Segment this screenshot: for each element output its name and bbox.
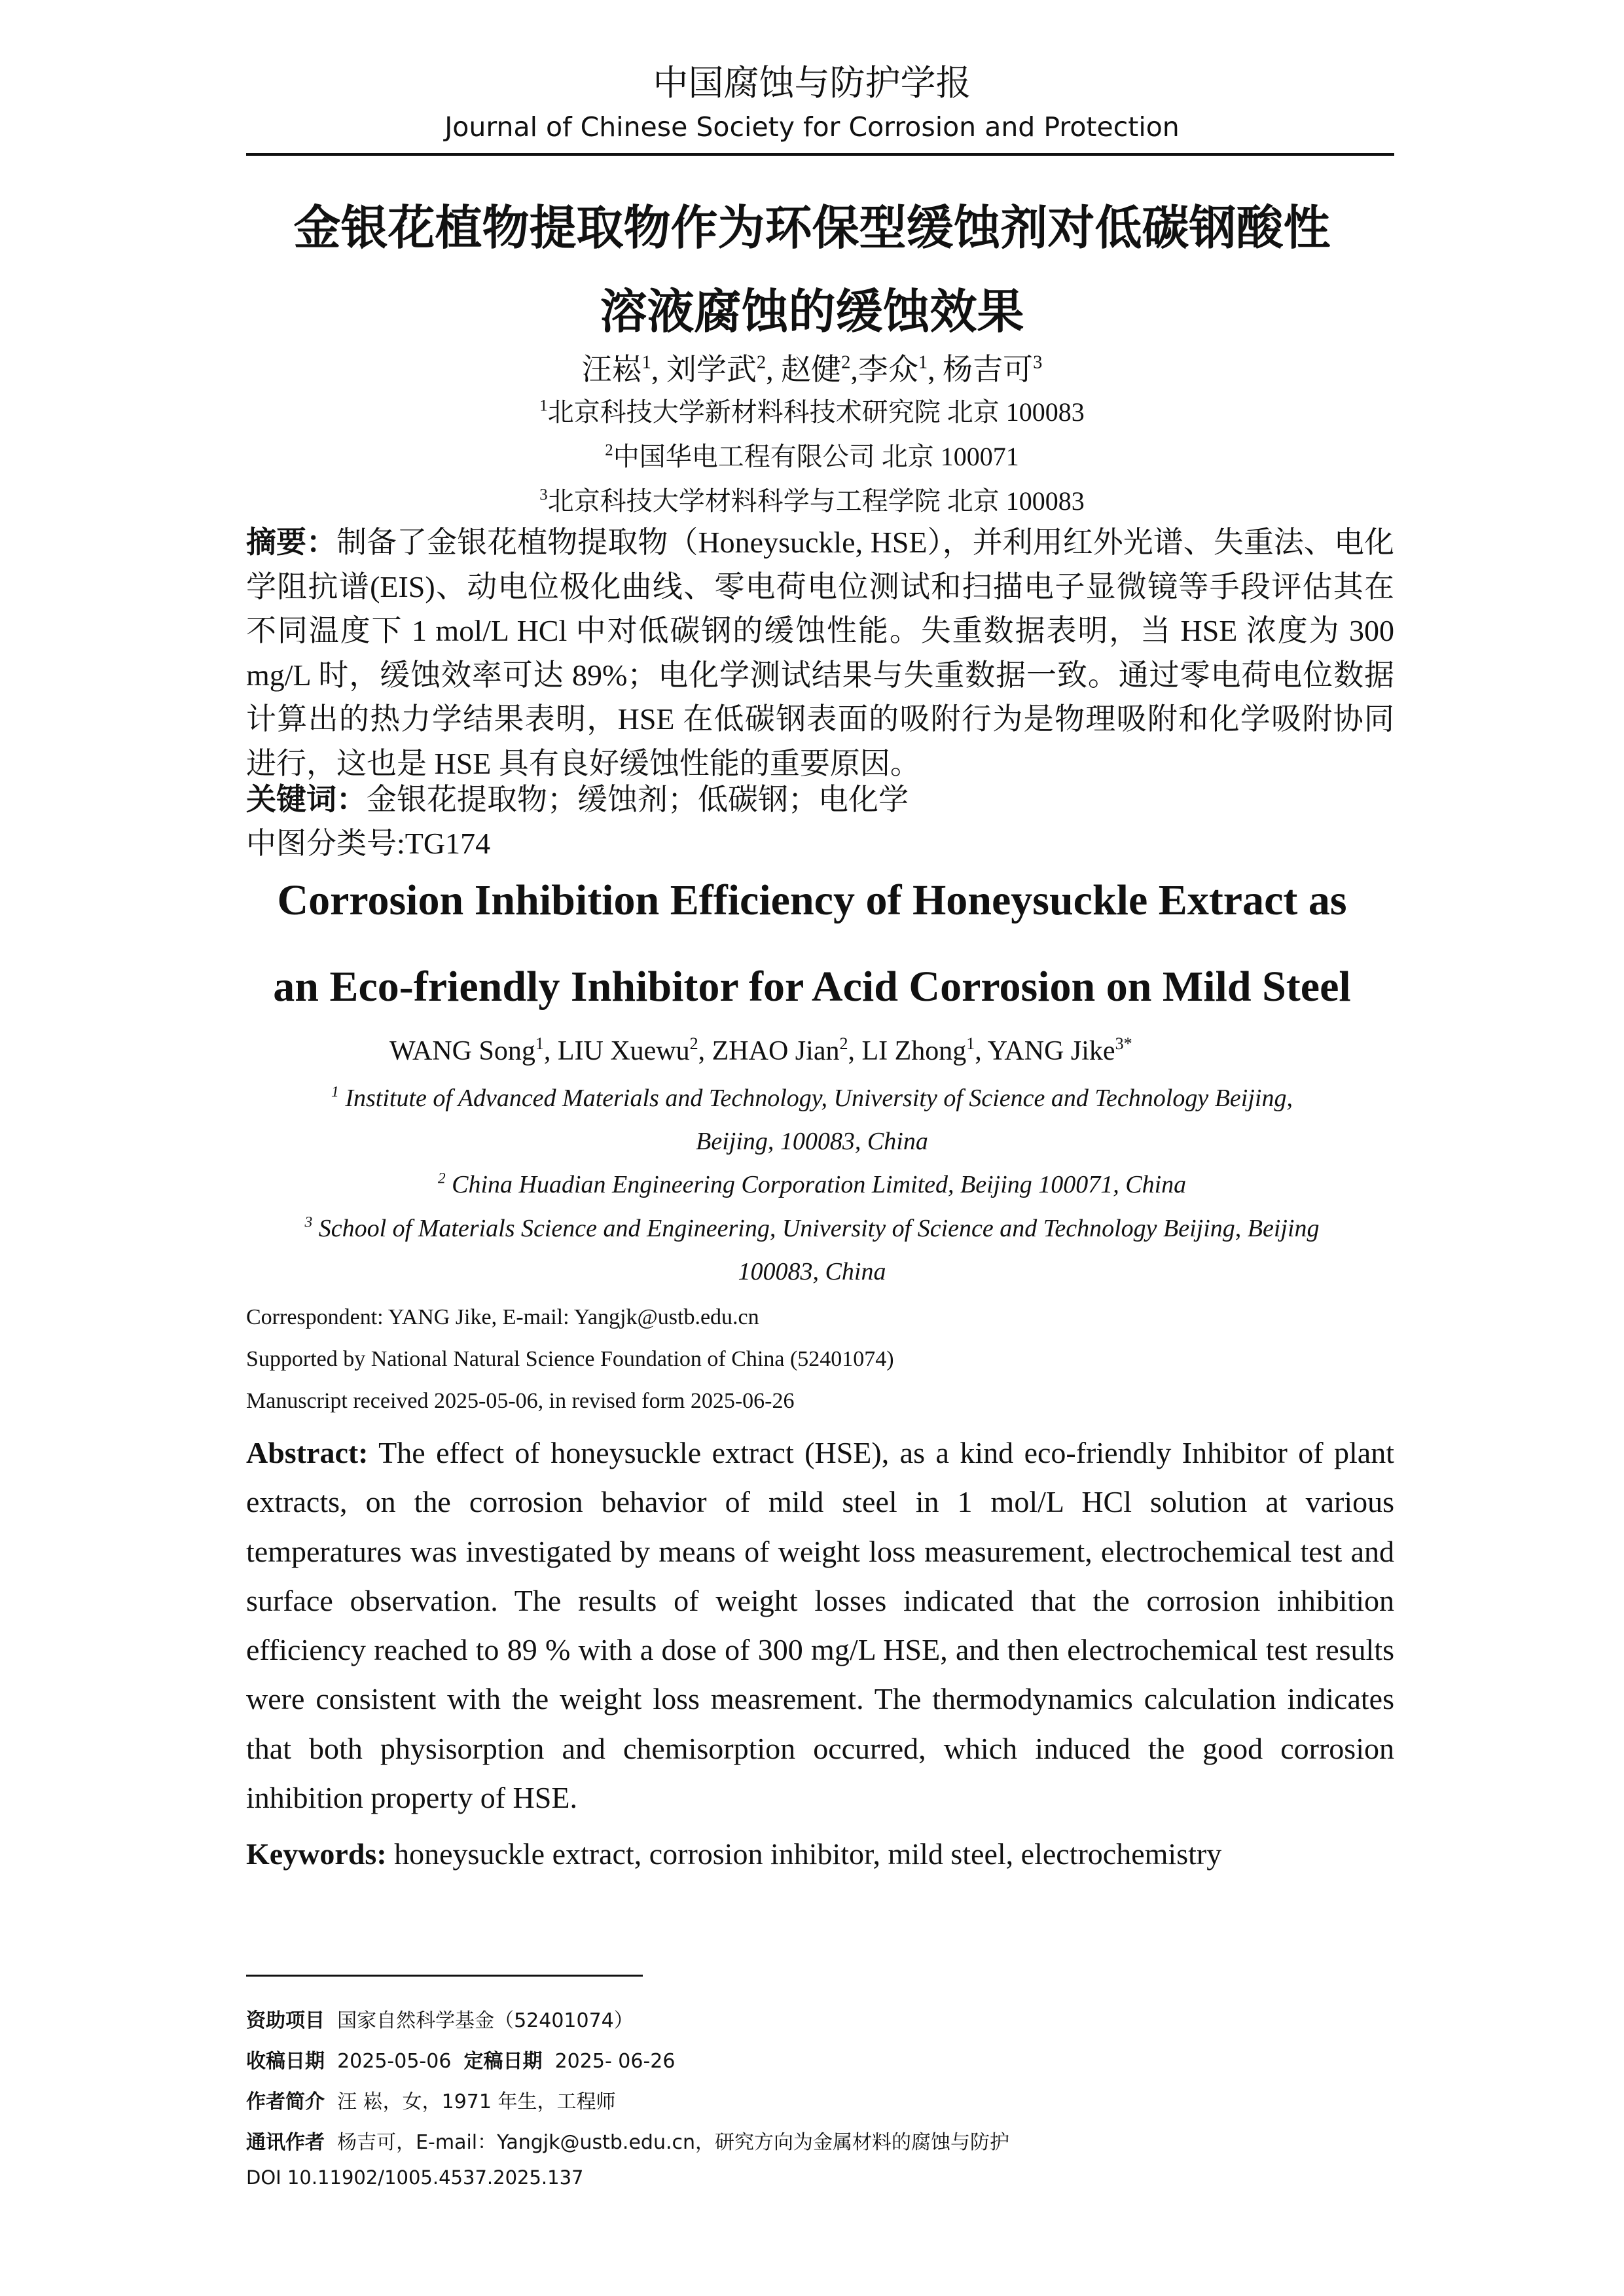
author-separator: , [651,353,666,386]
author-name: 汪崧 [581,353,642,386]
author-name: 赵健 [781,353,842,386]
footnote-label: 作者简介 [246,2090,325,2113]
footnote-corresponding [246,2126,1009,2155]
manuscript-dates-line: Manuscript received 2025-05-06, in revised form 2025-06-26 [246,1389,795,1413]
classification-number: 中图分类号:TG174 [246,827,491,860]
author-name: LI Zhong [861,1036,967,1066]
author-affiliation-mark: 2 [689,1033,698,1053]
affiliation-mark: 2 [605,441,613,459]
affiliation-en-continued: 100083, China [738,1258,886,1285]
author-affiliation-mark: 2 [756,352,767,373]
author-name: 李众 [857,353,918,386]
footnote-rule [246,1975,643,1977]
affiliation-en [0,1214,1624,1243]
footnote-label: 通讯作者 [246,2131,325,2154]
keywords-cn-text: 金银花提取物；缓蚀剂；低碳钢；电化学 [367,783,909,816]
author-affiliation-mark: 2 [839,1033,848,1053]
affiliation-text: Institute of Advanced Materials and Technology, University of Science and Technology Beijing, [345,1085,1293,1112]
title-en-line-2: an Eco-friendly Inhibitor for Acid Corrosion on Mild Steel [273,963,1351,1011]
footnote-label: 资助项目 [246,2009,325,2032]
author-affiliation-mark: 2 [841,352,851,373]
footnote-text: 2025-05-06 [337,2050,452,2073]
affiliation-mark: 1 [331,1083,339,1101]
abstract-en [246,1428,1394,1822]
footnote-text: 国家自然科学基金（52401074） [337,2009,634,2032]
author-affiliation-mark: 3 [1033,352,1043,373]
journal-name-cn: 中国腐蚀与防护学报 [653,62,971,103]
author-name: 刘学武 [666,353,757,386]
journal-name-en: Journal of Chinese Society for Corrosion and Protection [444,111,1180,143]
author-affiliation-mark: 1 [535,1033,544,1053]
keywords-en-label: Keywords: [246,1837,387,1871]
abstract-cn-label: 摘要： [246,526,337,559]
abstract-cn [246,520,1394,785]
keywords-cn-label: 关键词： [246,783,367,816]
author-name: YANG Jike [987,1036,1115,1066]
author-affiliation-mark: 1 [966,1033,975,1053]
title-cn-line-2: 溶液腐蚀的缓蚀效果 [600,284,1024,339]
affiliation-cn [0,480,1624,518]
footnote-dates [246,2045,675,2073]
author-name: 杨吉可 [943,353,1034,386]
keywords-cn [246,778,1394,822]
funding-line: Supported by National Natural Science Foundation of China (52401074) [246,1347,894,1371]
author-affiliation-mark: 1 [918,352,928,373]
affiliation-text: China Huadian Engineering Corporation Limited, Beijing 100071, China [452,1171,1187,1198]
author-separator: , [848,1036,862,1066]
author-affiliation-mark: 1 [641,352,651,373]
affiliation-text: School of Materials Science and Engineering, University of Science and Technology Beijing, Beijing [318,1215,1320,1242]
footnote-funding [246,2004,634,2033]
title-en-line-1: Corrosion Inhibition Efficiency of Honeysuckle Extract as [277,876,1347,924]
affiliation-mark: 3 [539,486,548,504]
keywords-en-text: honeysuckle extract, corrosion inhibitor, mild steel, electrochemistry [394,1837,1222,1871]
title-cn-line-1: 金银花植物提取物作为环保型缓蚀剂对低碳钢酸性 [293,200,1331,255]
author-name: LIU Xuewu [557,1036,690,1066]
footnote-label: 定稿日期 [463,2050,543,2073]
author-separator: , [543,1036,558,1066]
affiliation-text: 北京科技大学新材料科技术研究院 北京 100083 [547,397,1085,427]
affiliation-cn [0,436,1624,473]
author-separator: , [850,353,858,386]
footnote-text: 杨吉可，E-mail：Yangjk@ustb.edu.cn，研究方向为金属材料的腐蚀与防护 [337,2131,1010,2154]
author-list-en [389,1035,1132,1067]
affiliation-en [0,1170,1624,1199]
author-list-cn [0,346,1624,389]
affiliation-mark: 3 [304,1213,313,1231]
author-separator: , [766,353,782,386]
affiliation-cn [0,391,1624,429]
affiliation-en [0,1084,1624,1113]
footnote-text: 汪 崧，女，1971 年生，工程师 [337,2090,616,2113]
abstract-en-text: The effect of honeysuckle extract (HSE), as a kind eco-friendly Inhibitor of plant extracts, on the corrosion behavior of mild steel in 1 mol/L HCl solution at various temperatures was investigated by means of weight loss measurement, electrochemical test and surface observation. The results of weight losses indicated that the corrosion inhibition efficiency reached to 89 % with a dose of 300 mg/L HSE, and then electrochemical test results were consistent with the weight loss measrement. The thermodynamics calculation indicates that both physisorption and chemisorption occurred, which induced the good corrosion inhibition property of HSE. [246,1436,1395,1815]
keywords-en [246,1837,1221,1871]
footnote-label: 收稿日期 [246,2050,325,2073]
affiliation-mark: 1 [539,397,548,415]
author-name: WANG Song [389,1036,535,1066]
correspondent-line: Correspondent: YANG Jike, E-mail: Yangjk@ustb.edu.cn [246,1305,759,1329]
author-separator: , [928,353,943,386]
doi-line: DOI 10.11902/1005.4537.2025.137 [246,2166,584,2189]
abstract-en-label: Abstract: [246,1436,369,1469]
author-separator: , [975,1036,988,1066]
footnote-author-bio [246,2085,616,2114]
abstract-cn-text: 制备了金银花植物提取物（Honeysuckle, HSE），并利用红外光谱、失重法、电化学阻抗谱(EIS)、动电位极化曲线、零电荷电位测试和扫描电子显微镜等手段评估其在不同温度下 1 mol/L HCl 中对低碳钢的缓蚀性能。失重数据表明，当 HSE 浓度为 300 mg/L 时，缓蚀效率可达 89%；电化学测试结果与失重数据一致。通过零电荷电位数据计算出的热力学结果表明，HSE 在低碳钢表面的吸附行为是物理吸附和化学吸附协同进行，这也是 HSE 具有良好缓蚀性能的重要原因。 [246,526,1394,780]
affiliation-en-continued: Beijing, 100083, China [696,1128,928,1155]
header-rule [246,153,1394,156]
author-name: ZHAO Jian [712,1036,840,1066]
affiliation-mark: 2 [437,1170,446,1187]
author-separator: , [698,1036,712,1066]
affiliation-text: 中国华电工程有限公司 北京 100071 [613,442,1019,471]
footnote-text: 2025- 06-26 [554,2050,676,2073]
author-affiliation-mark: 3* [1115,1033,1132,1053]
affiliation-text: 北京科技大学材料科学与工程学院 北京 100083 [547,486,1085,516]
